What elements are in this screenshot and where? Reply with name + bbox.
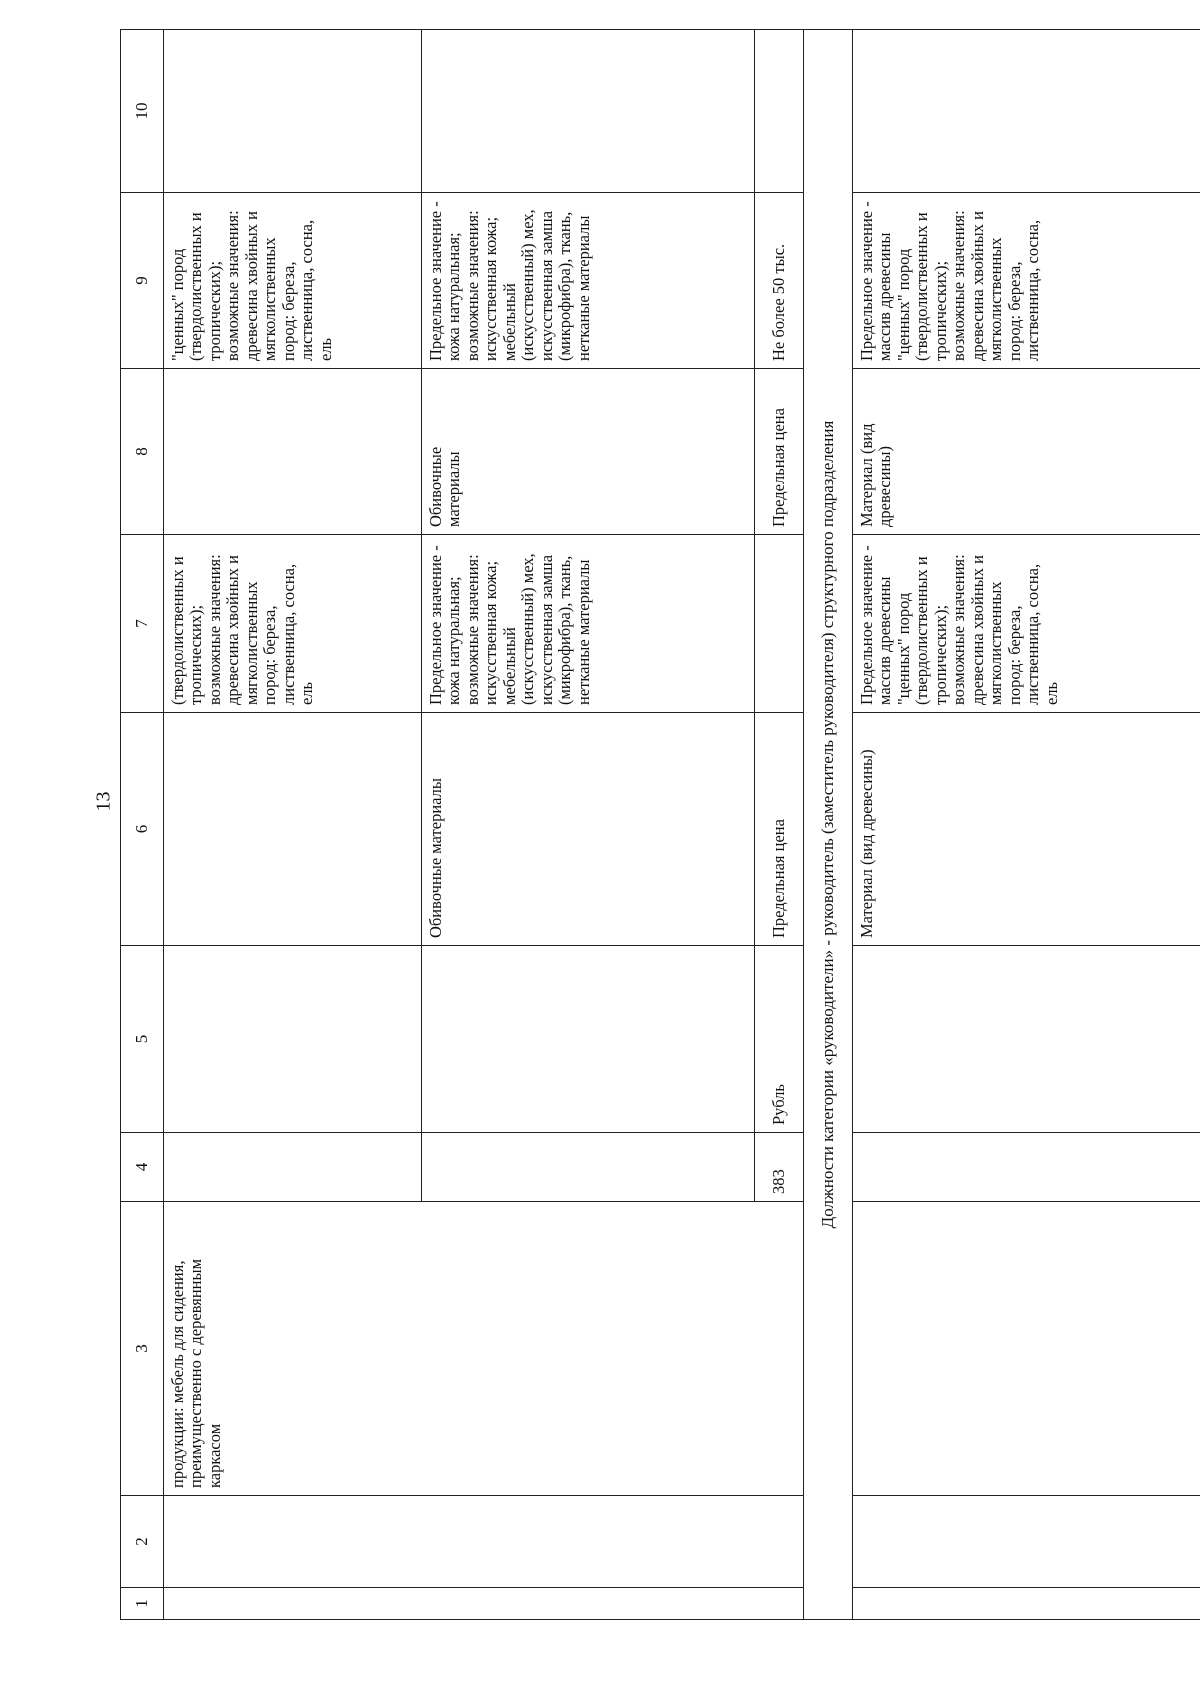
column-number: 5 — [121, 946, 164, 1133]
section-heading: Должности категории «руководители» - руководитель (заместитель руководителя) структурного подразделения — [804, 30, 853, 1620]
upholstery-label-cell: Обивочные материалы — [422, 713, 755, 946]
column-number-row — [121, 30, 164, 1620]
cell-c3 — [853, 1202, 1200, 1496]
column-number: 10 — [121, 30, 164, 193]
wood-value-cell: (твердолиственных и тропических); возможные значения: древесина хвойных и мягколиственных пород: береза, лиственница, сосна, ель — [164, 535, 422, 713]
cell-c2 — [853, 1496, 1200, 1588]
column-number: 7 — [121, 535, 164, 713]
table-row — [164, 30, 422, 1620]
cell-c10 — [422, 30, 755, 193]
cell-c5 — [164, 946, 422, 1133]
column-number: 9 — [121, 193, 164, 369]
cell-c6 — [164, 713, 422, 946]
material-label-cell: Материал (вид древесины) — [853, 713, 1200, 946]
cell-c5 — [422, 946, 755, 1133]
product-name-cell: продукции: мебель для сидения, преимущественно с деревянным каркасом — [164, 1202, 804, 1496]
upholstery-value-cell: Предельное значение - кожа натуральная; возможные значения: искусственная кожа; мебельный (искусственный) мех, искусственная замша (микрофибра), ткань, нетканые материалы — [422, 535, 755, 713]
material-label-cell: Материал (вид древесины) — [853, 369, 1200, 535]
price-value-cell: Не более 50 тыс. — [755, 193, 804, 369]
price-label-cell: Предельная цена — [755, 369, 804, 535]
upholstery-label-cell: Обивочные материалы — [422, 369, 755, 535]
page-number: 13 — [92, 791, 115, 812]
cell-c10 — [164, 30, 422, 193]
column-number: 3 — [121, 1202, 164, 1496]
price-label-cell: Предельная цена — [755, 713, 804, 946]
upholstery-value-cell: Предельное значение - кожа натуральная; возможные значения: искусственная кожа; мебельный (искусственный) мех, искусственная замша (микрофибра), ткань, нетканые материалы — [422, 193, 755, 369]
cell-c4 — [422, 1133, 755, 1202]
cell-c10 — [755, 30, 804, 193]
material-value-cell: Предельное значение - массив древесины "ценных" пород (твердолиственных и тропических); возможные значения: древесина хвойных и мягколиственных пород: береза, лиственница, сосна, — [853, 193, 1200, 369]
rotated-table-wrapper — [120, 30, 1170, 1620]
cell-c4 — [853, 1133, 1200, 1202]
unit-name-cell: Рубль — [755, 946, 804, 1133]
column-number: 4 — [121, 1133, 164, 1202]
cell-c1 — [853, 1588, 1200, 1620]
cell-c4 — [164, 1133, 422, 1202]
column-number: 1 — [121, 1588, 164, 1620]
column-number: 8 — [121, 369, 164, 535]
column-number: 2 — [121, 1496, 164, 1588]
section-heading-row — [804, 30, 853, 1620]
cell-c5 — [853, 946, 1200, 1133]
cell-c2 — [164, 1496, 804, 1588]
cell-c10 — [853, 30, 1200, 193]
cell-c7 — [755, 535, 804, 713]
column-number: 6 — [121, 713, 164, 946]
table-row — [853, 30, 1200, 1620]
unit-code-cell: 383 — [755, 1133, 804, 1202]
requirements-table — [120, 29, 1200, 1620]
wood-value-cell: "ценных" пород (твердолиственных и тропических); возможные значения: древесина хвойных и мягколиственных пород: береза, лиственница, сосна, ель — [164, 193, 422, 369]
cell-c1 — [164, 1588, 804, 1620]
cell-c8 — [164, 369, 422, 535]
material-value-cell: Предельное значение - массив древесины "ценных" пород (твердолиственных и тропических); возможные значения: древесина хвойных и мягколиственных пород: береза, лиственница, сосна, ель — [853, 535, 1200, 713]
